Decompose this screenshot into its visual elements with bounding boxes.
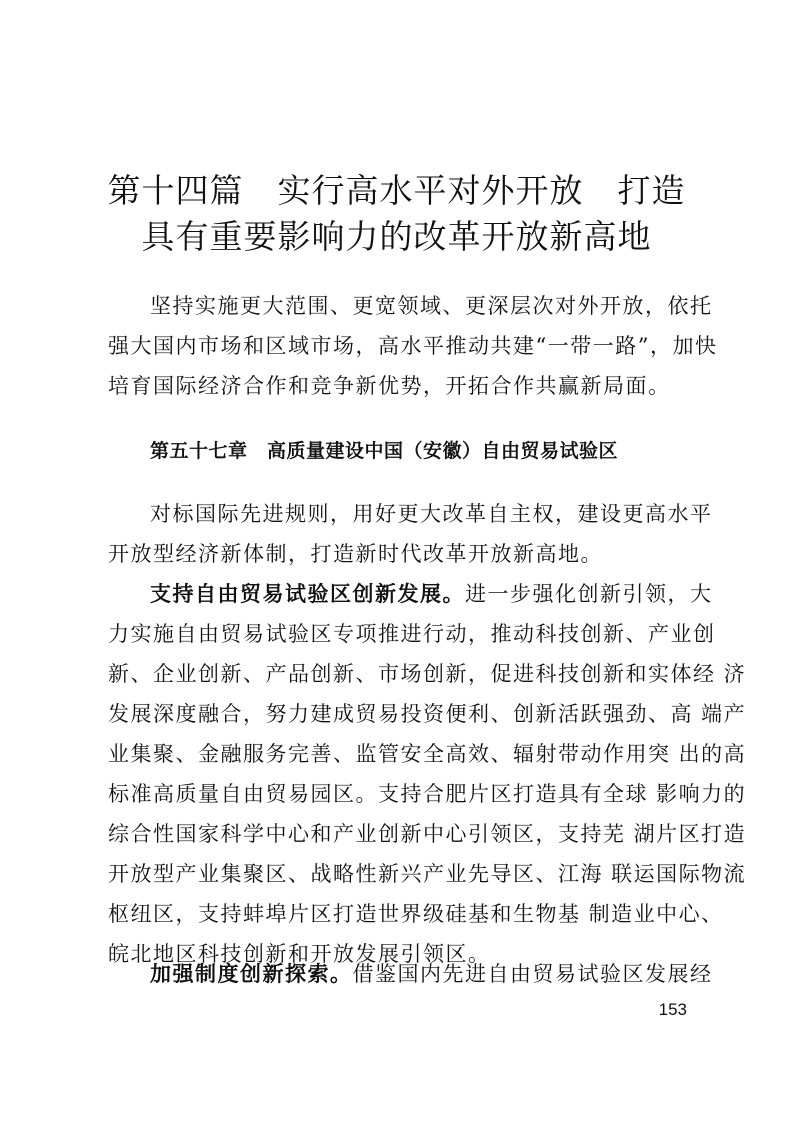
intro-paragraph — [108, 286, 718, 406]
section2-paragraph — [108, 954, 713, 994]
section1-line: 枢纽区，支持蚌埠片区打造世界级硅基和生物基 制造业中心、 — [108, 902, 724, 926]
part-heading-line-1: 第十四篇 实行高水平对外开放 打造 — [107, 171, 686, 210]
intro-line: 坚持实施更大范围、更宽领域、更深层次对外开放，依托 — [150, 294, 713, 318]
section1-line: 标准高质量自由贸易园区。支持合肥片区打造具有全球 影响力的 — [108, 782, 747, 806]
section1-first-text: 进一步强化创新引领，大 — [465, 582, 713, 606]
chapter-intro-line: 开放型经济新体制，打造新时代改革开放新高地。 — [108, 542, 603, 566]
page-number: 153 — [658, 1000, 687, 1019]
part-heading-line-2: 具有重要影响力的改革开放新高地 — [141, 217, 652, 256]
section2-first-line — [108, 954, 713, 994]
intro-line: 强大国内市场和区域市场，高水平推动共建“一带一路”，加快 — [108, 334, 718, 358]
chapter-heading: 第五十七章 高质量建设中国（安徽）自由贸易试验区 — [150, 440, 619, 462]
section1-line: 皖北地区科技创新和开放发展引领区。 — [108, 942, 491, 966]
section1-bold-heading: 支持自由贸易试验区创新发展。 — [150, 581, 465, 606]
section1-line: 发展深度融合，努力建成贸易投资便利、创新活跃强劲、高 端产 — [108, 702, 747, 726]
section1-first-line — [108, 574, 713, 614]
intro-line: 培育国际经济合作和竞争新优势，开拓合作共赢新局面。 — [108, 374, 671, 398]
part-heading — [100, 168, 693, 260]
section1-line: 新、企业创新、产品创新、市场创新，促进科技创新和实体经 济 — [108, 662, 747, 686]
section1-line: 业集聚、金融服务完善、监管安全高效、辐射带动作用突 出的高 — [108, 742, 747, 766]
section1-line: 力实施自由贸易试验区专项推进行动，推动科技创新、产业创 — [108, 622, 716, 646]
section1-line: 综合性国家科学中心和产业创新中心引领区，支持芜 湖片区打造 — [108, 822, 747, 846]
section1-line: 开放型产业集聚区、战略性新兴产业先导区、江海 联运国际物流 — [108, 862, 747, 886]
chapter-intro-line: 对标国际先进规则，用好更大改革自主权，建设更高水平 — [150, 502, 713, 526]
section2-bold-heading: 加强制度创新探索。 — [150, 961, 353, 986]
chapter-intro-paragraph — [108, 494, 713, 574]
section2-first-text: 借鉴国内先进自由贸易试验区发展经 — [352, 962, 713, 986]
